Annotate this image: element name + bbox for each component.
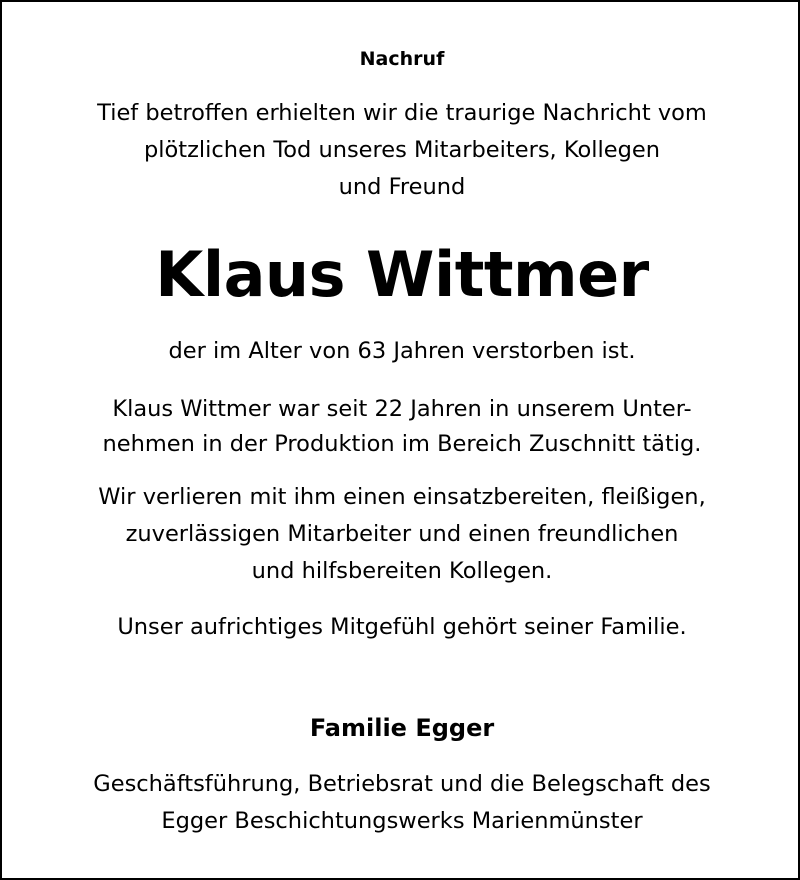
service-line-2: nehmen in der Produktion im Bereich Zuschnitt tätig. <box>102 431 702 457</box>
tribute-line-3: und hilfsbereiten Kollegen. <box>251 558 553 584</box>
notice-heading: Nachruf <box>359 48 445 70</box>
intro-line-1: Tief betroffen erhielten wir die traurige Nachricht vom <box>97 100 707 126</box>
tribute-line-1: Wir verlieren mit ihm einen einsatzbereiten, fleißigen, <box>98 484 706 510</box>
signature: Familie Egger <box>309 714 495 742</box>
condolence-line: Unser aufrichtiges Mitgefühl gehört seiner Familie. <box>117 614 687 640</box>
age-line: der im Alter von 63 Jahren verstorben ist. <box>168 338 636 364</box>
deceased-name: Klaus Wittmer <box>155 238 649 311</box>
tribute-line-2: zuverlässigen Mitarbeiter und einen freundlichen <box>125 521 679 547</box>
signatory-line-2: Egger Beschichtungswerks Marienmünster <box>161 808 643 834</box>
intro-line-2: plötzlichen Tod unseres Mitarbeiters, Kollegen <box>144 137 660 163</box>
signatory-line-1: Geschäftsführung, Betriebsrat und die Belegschaft des <box>93 771 711 797</box>
service-line-1: Klaus Wittmer war seit 22 Jahren in unserem Unter- <box>112 396 692 422</box>
intro-line-3: und Freund <box>338 174 466 200</box>
